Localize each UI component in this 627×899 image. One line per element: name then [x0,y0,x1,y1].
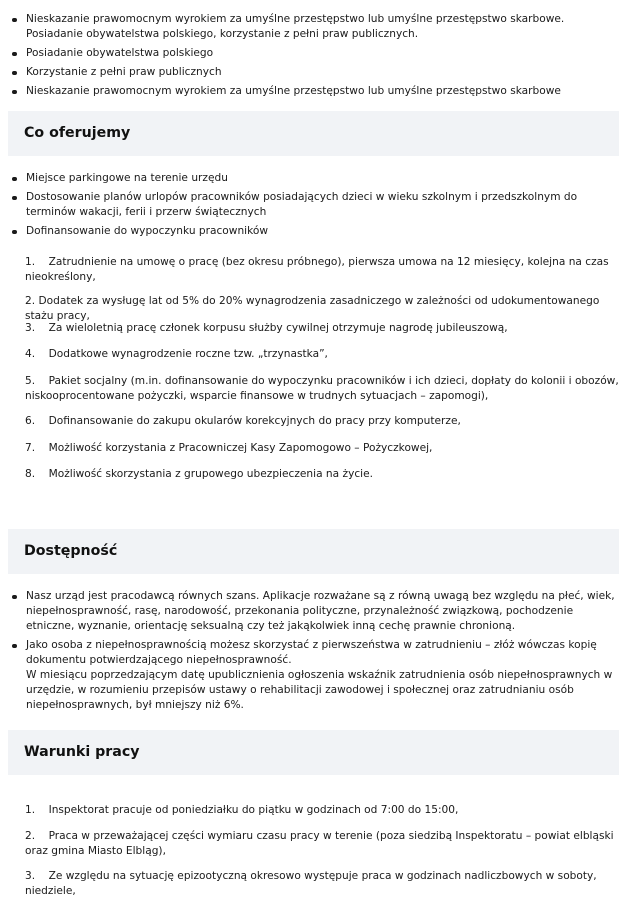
list-item: Nieskazanie prawomocnym wyrokiem za umyślne przestępstwo lub umyślne przestępstwo skarbowe. Posiadanie obywatelstwa polskiego, korzystanie z pełni praw publicznych. [0,12,627,42]
accessibility-text: Jako osoba z niepełnosprawnością możesz skorzystać z pierwszeństwa w zatrudnieniu – złóż wówczas kopię dokumentu potwierdzającego niepełnosprawność. [26,639,597,666]
offer-numbered-item: 2. Dodatek za wysługę lat od 5% do 20% wynagrodzenia zasadniczego w zależności od udokumentowanego stażu pracy, [25,295,600,322]
conditions-numbered-item: 1. Inspektorat pracuje od poniedziałku do piątku w godzinach od 7:00 do 15:00, [25,804,459,816]
section-heading-conditions: Warunki pracy [8,730,619,775]
section-heading-accessibility: Dostępność [8,529,619,574]
offer-numbered-item: 7. Możliwość korzystania z Pracowniczej Kasy Zapomogowo – Pożyczkowej, [25,442,433,454]
list-item: Miejsce parkingowe na terenie urzędu [0,171,627,186]
section-heading-offer: Co oferujemy [8,111,619,156]
offer-numbered-item: 6. Dofinansowanie do zakupu okularów korekcyjnych do pracy przy komputerze, [25,415,461,427]
offer-bullets [0,171,627,243]
accessibility-text: W miesiącu poprzedzającym datę upublicznienia ogłoszenia wskaźnik zatrudnienia osób niepełnosprawnych w urzędzie, w rozumieniu przepisów ustawy o rehabilitacji zawodowej i społecznej oraz zatrudnianiu osób niepełnosprawnych, był mniejszy niż 6%. [26,669,613,711]
list-item [0,589,627,634]
offer-numbered-item: 1. Zatrudnienie na umowę o pracę (bez okresu próbnego), pierwsza umowa na 12 miesięcy, kolejna na czas nieokreślony, [25,256,609,283]
list-item: Dofinansowanie do wypoczynku pracowników [0,224,627,239]
offer-numbered-item: 3. Za wieloletnią pracę członek korpusu służby cywilnej otrzymuje nagrodę jubileuszową, [25,322,508,334]
list-item: Dostosowanie planów urlopów pracowników posiadających dzieci w wieku szkolnym i przedszkolnym do terminów wakacji, ferii i przerw świątecznych [0,190,627,220]
list-item: Posiadanie obywatelstwa polskiego [0,46,627,61]
list-item: Nieskazanie prawomocnym wyrokiem za umyślne przestępstwo lub umyślne przestępstwo skarbowe [0,84,627,99]
list-item: Korzystanie z pełni praw publicznych [0,65,627,80]
conditions-numbered-item: 3. Ze względu na sytuację epizootyczną okresowo występuje praca w godzinach nadliczbowych w soboty, niedziele, [25,870,597,897]
conditions-numbered-item: 2. Praca w przeważającej części wymiaru czasu pracy w terenie (poza siedzibą Inspektoratu – powiat elbląski oraz gmina Miasto Elbląg), [25,830,614,857]
accessibility-list [0,589,627,717]
list-item [0,638,627,713]
requirements-list [0,12,627,103]
offer-numbered-item: 4. Dodatkowe wynagrodzenie roczne tzw. „trzynastka”, [25,348,328,360]
offer-numbered-item: 8. Możliwość skorzystania z grupowego ubezpieczenia na życie. [25,468,373,480]
accessibility-text: Nasz urząd jest pracodawcą równych szans. Aplikacje rozważane są z równą uwagą bez względu na płeć, wiek, niepełnosprawność, rasę, narodowość, przekonania polityczne, przynależność związkową, pochodzenie etniczne, wyznanie, orientację seksualną czy też jakąkolwiek inną cechę prawnie chronioną. [26,590,615,632]
offer-numbered-item: 5. Pakiet socjalny (m.in. dofinansowanie do wypoczynku pracowników i ich dzieci, dopłaty do kolonii i obozów, niskooprocentowane pożyczki, wsparcie finansowe w trudnych sytuacjach – zapomogi), [25,375,619,402]
